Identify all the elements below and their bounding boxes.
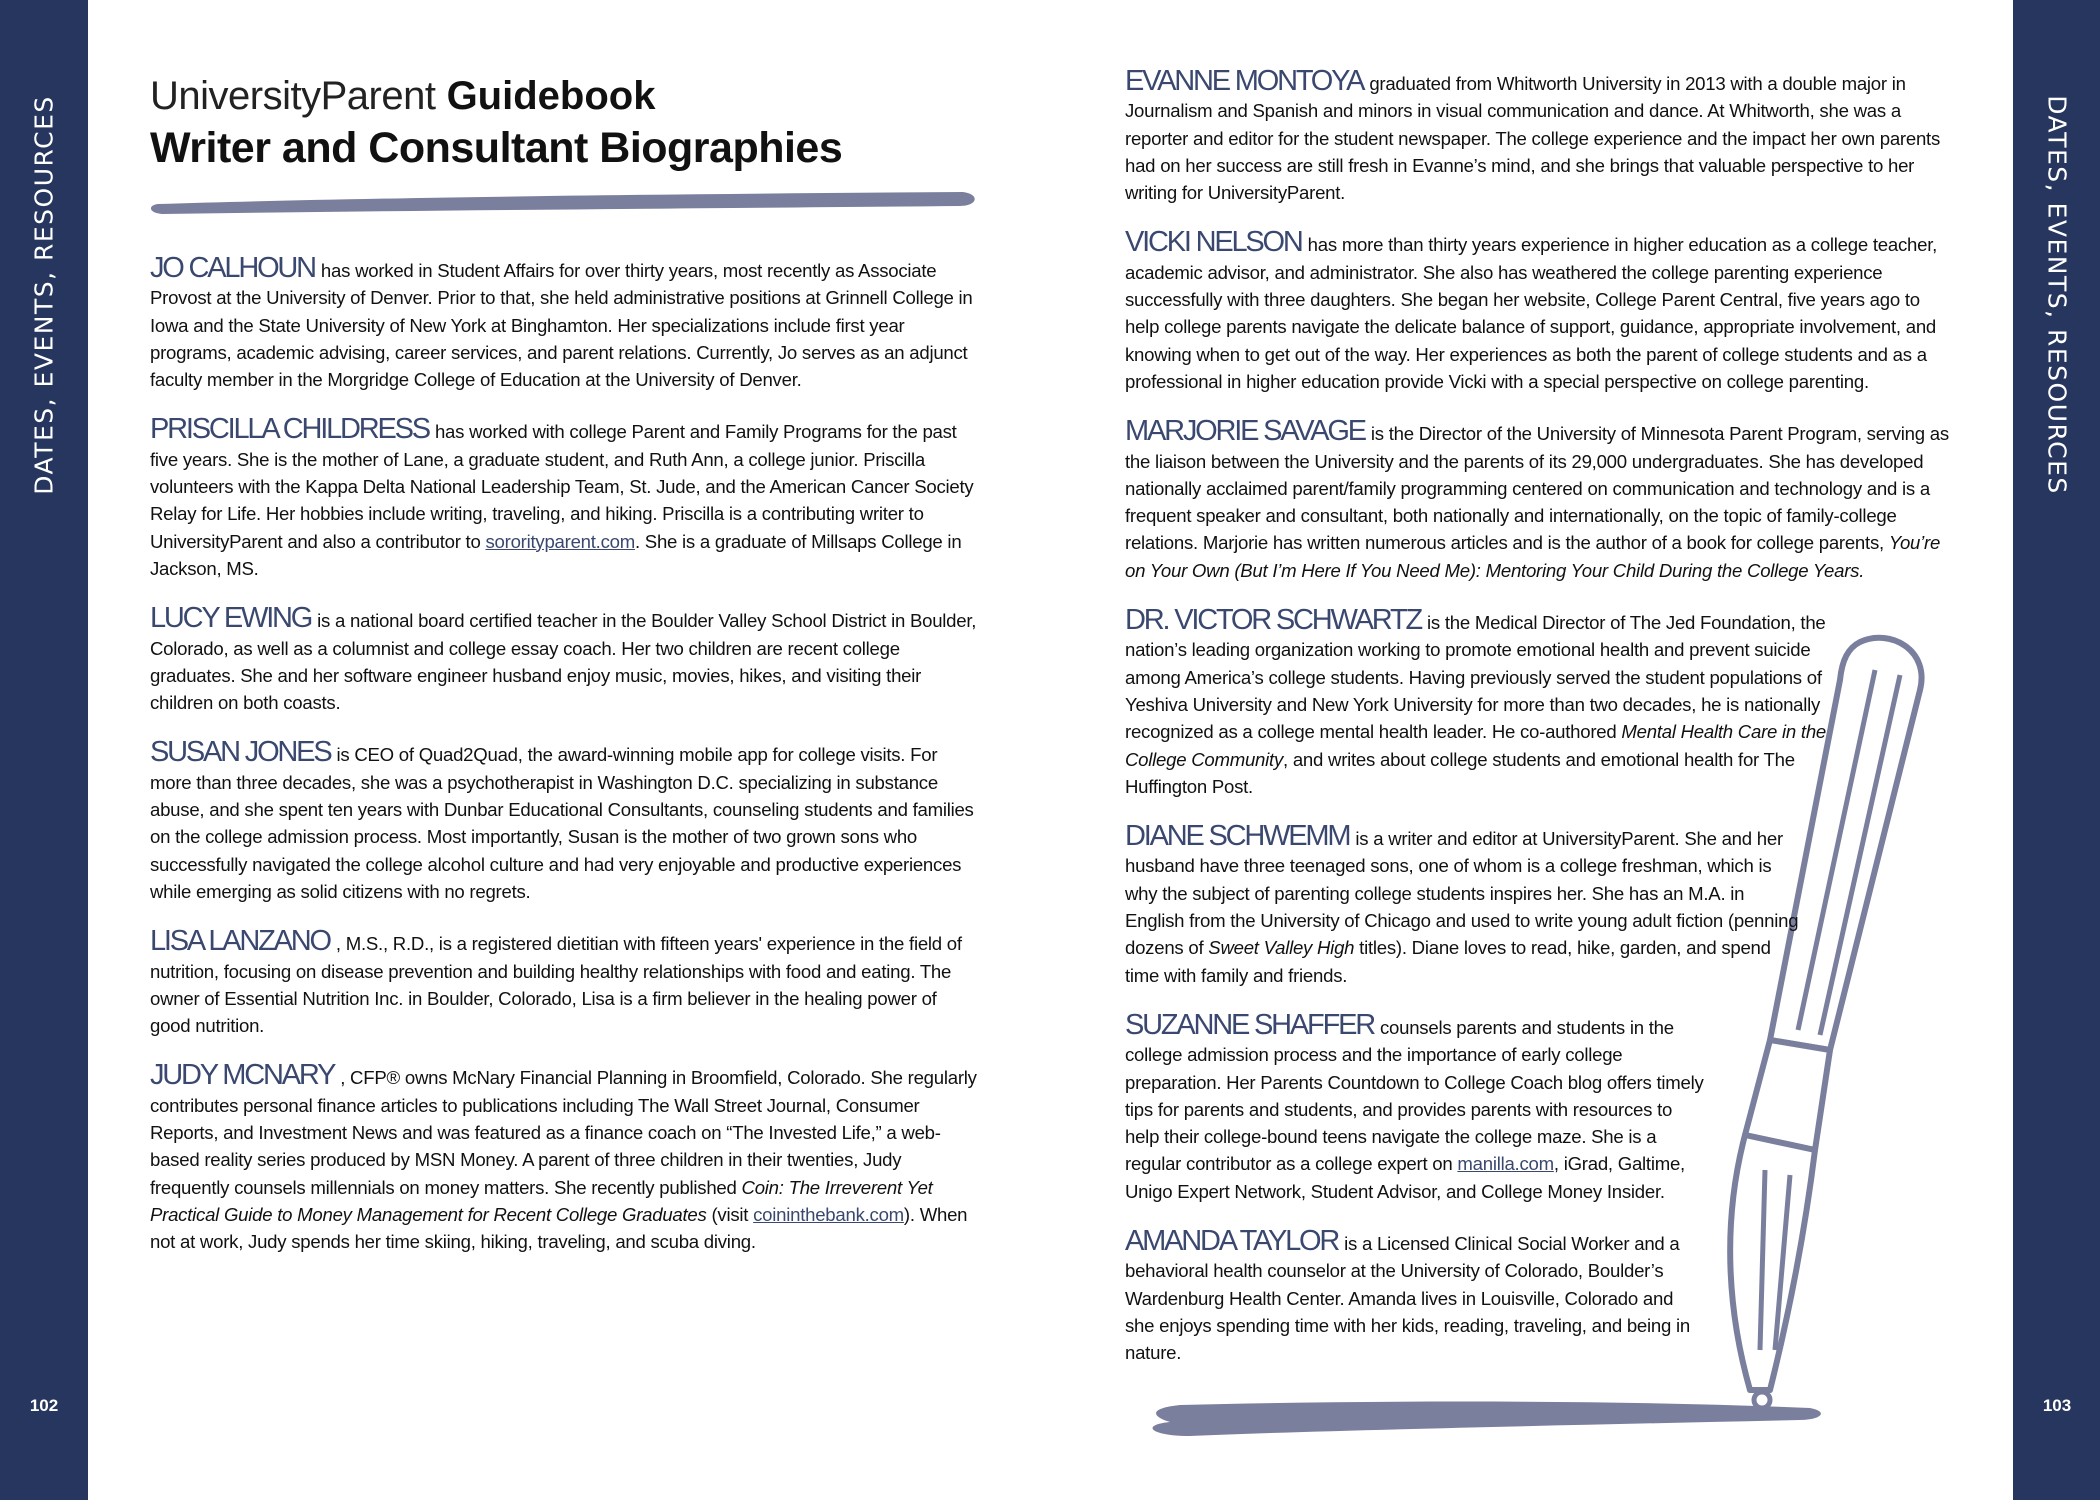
bio-entry bbox=[1125, 604, 1830, 800]
bio-text: ). When not at work, Judy spends her time skiing, hiking, traveling, and scuba diving. bbox=[150, 1203, 968, 1253]
bio-text: . She is a graduate of Millsaps College in Jackson, MS. bbox=[150, 530, 962, 579]
bio-entry bbox=[1125, 415, 1955, 584]
book-title: Sweet Valley High bbox=[1208, 937, 1355, 959]
bio-name: MARJORIE SAVAGE bbox=[1125, 415, 1365, 448]
brand-guidebook: Guidebook bbox=[446, 74, 656, 118]
page-number-left: 102 bbox=[29, 1396, 59, 1415]
bio-name: LUCY EWING bbox=[150, 602, 312, 635]
bio-name: JO CALHOUN bbox=[150, 252, 315, 284]
bio-entry bbox=[150, 925, 980, 1039]
bio-text: is the Director of the University of Minnesota Parent Program, serving as the liaison between the University and the parents of its 29,000 undergraduates. She has developed nationally acclaimed parent/family programming centered on communication and technology and is a frequent speaker and consultant, both nationally and internationally, on the topic of family-college relations. Marjorie has written numerous articles and is the author of a book for college parents, bbox=[1125, 423, 1949, 554]
bio-entry bbox=[1125, 226, 1955, 395]
bio-entry bbox=[1125, 1224, 1695, 1366]
bio-text: , CFP® owns McNary Financial Planning in Broomfield, Colorado. She regularly contributes personal finance articles to publications including The Wall Street Journal, Consumer Reports, and Investment News and was featured as a finance coach on “The Invested Life,” a web-based reality series produced by MSN Money. A parent of three children in their twenties, Judy frequently counsels millennials on money matters. She recently published bbox=[150, 1067, 977, 1198]
left-column bbox=[150, 252, 980, 1279]
bio-name: VICKI NELSON bbox=[1125, 226, 1302, 259]
bio-text: is CEO of Quad2Quad, the award-winning mobile app for college visits. For more than three decades, she was a psychotherapist in Washington D.C. specializing in substance abuse, and she spent ten years with Dunbar Educational Consultants, counseling students and families on the college admission process. Most importantly, Susan is the mother of two grown sons who successfully navigated the college alcohol culture and had very enjoyable and productive experiences while emerging as solid citizens with no regrets. bbox=[150, 744, 974, 902]
book-title: You’re on Your Own (But I’m Here If You Need Me): Mentoring Your Child During the College Years. bbox=[1125, 532, 1941, 581]
bio-entry bbox=[1125, 1008, 1710, 1205]
bio-text: counsels parents and students in the college admission process and the importance of early college preparation. Her Parents Countdown to College Coach blog offers timely tips for parents and students, and provides parents with resources to help their college-bound teens navigate the college maze. She is a regular contributor as a college expert on bbox=[1125, 1016, 1704, 1175]
bio-name: DIANE SCHWEMM bbox=[1125, 820, 1350, 853]
right-sidebar bbox=[2013, 0, 2100, 1500]
right-column bbox=[1125, 65, 1955, 1389]
book-title: Mental Health Care in the College Community bbox=[1125, 721, 1826, 770]
bio-text: is a national board certified teacher in the Boulder Valley School District in Boulder, Colorado, as well as a columnist and college essay coach. Her two children are recent college graduates. She and her software engineer husband enjoy music, movies, hikes, and visiting their children on both coasts. bbox=[150, 610, 977, 714]
left-sidebar bbox=[0, 0, 88, 1500]
bio-text: (visit bbox=[706, 1203, 754, 1225]
bio-name: SUSAN JONES bbox=[150, 736, 331, 769]
bio-text: , iGrad, Galtime, Unigo Expert Network, Student Advisor, and College Money Insider. bbox=[1125, 1153, 1685, 1202]
bio-text: titles). Diane loves to read, hike, garden, and spend time with family and friends. bbox=[1125, 937, 1771, 986]
bio-name: SUZANNE SHAFFER bbox=[1125, 1008, 1374, 1041]
bio-entry bbox=[150, 736, 980, 905]
bio-entry bbox=[150, 413, 980, 582]
bio-entry bbox=[150, 1059, 980, 1255]
page-number-right: 103 bbox=[2042, 1396, 2072, 1415]
bio-text: has more than thirty years experience in higher education as a college teacher, academic advisor, and administrator. She also has weathered the college parenting experience successfully with three daughters. She began her website, College Parent Central, five years ago to help college parents navigate the delicate balance of support, guidance, appropriate involvement, and knowing when to get out of the way. Her experiences as both the parent of college students and as a professional in higher education provide Vicki with a special perspective on college parenting. bbox=[1125, 234, 1938, 392]
bio-name: DR. VICTOR SCHWARTZ bbox=[1125, 604, 1422, 637]
bio-text: has worked with college Parent and Family Programs for the past five years. She is the mother of Lane, a graduate student, and Ruth Ann, a college junior. Priscilla volunteers with the Kappa Delta National Leadership Team, St. Jude, and the American Cancer Society Relay for Life. Her hobbies include writing, traveling, and hiking. Priscilla is a contributing writer to UniversityParent and also a contributor to bbox=[150, 421, 974, 552]
bio-name: JUDY MCNARY bbox=[150, 1059, 335, 1092]
page-heading: Writer and Consultant Biographies bbox=[150, 124, 843, 172]
bio-entry bbox=[1125, 65, 1955, 206]
bio-text: is the Medical Director of The Jed Foundation, the nation’s leading organization working to promote emotional health and prevent suicide among America’s college students. Having previously served the student populations of Yeshiva University and New York University for more than two decades, he is nationally recognized as a college mental health leader. He co-authored bbox=[1125, 612, 1826, 743]
bio-name: LISA LANZANO bbox=[150, 925, 330, 958]
bio-text: , and writes about college students and emotional health for The Huffington Post. bbox=[1125, 748, 1795, 797]
bio-text: is a writer and editor at UniversityParent. She and her husband have three teenaged sons, one of whom is a college freshman, which is why the subject of parenting college students inspires her. She has an M.A. in English from the University of Chicago and used to write young adult fiction (penning dozens of bbox=[1125, 828, 1799, 959]
website-link[interactable]: coininthebank.com bbox=[753, 1203, 904, 1225]
bio-entry bbox=[1125, 820, 1805, 989]
website-link[interactable]: sororityparent.com bbox=[485, 530, 635, 552]
bio-name: PRISCILLA CHILDRESS bbox=[150, 413, 429, 446]
website-link[interactable]: manilla.com bbox=[1457, 1153, 1554, 1175]
bio-text: , M.S., R.D., is a registered dietitian with fifteen years' experience in the field of nutrition, focusing on disease prevention and building healthy relationships with food and eating. The owner of Essential Nutrition Inc. in Boulder, Colorado, Lisa is a firm believer in the healing power of good nutrition. bbox=[150, 933, 962, 1037]
brand-name: UniversityParent bbox=[150, 74, 436, 118]
book-title: Coin: The Irreverent Yet Practical Guide to Money Management for Recent College Graduates bbox=[150, 1176, 933, 1225]
bio-text: graduated from Whitworth University in 2013 with a double major in Journalism and Spanish and minors in visual communication and dance. At Whitworth, she was a reporter and editor for the student newspaper. The college experience and the impact her own parents had on her success are still fresh in Evanne’s mind, and she brings that valuable perspective to her writing for UniversityParent. bbox=[1125, 73, 1940, 204]
sidebar-section-label: DATES, EVENTS, RESOURCES bbox=[2042, 95, 2072, 495]
sidebar-section-label: DATES, EVENTS, RESOURCES bbox=[29, 95, 59, 495]
bio-name: EVANNE MONTOYA bbox=[1125, 65, 1364, 97]
bio-text: is a Licensed Clinical Social Worker and a behavioral health counselor at the University of Colorado, Boulder’s Wardenburg Health Center. Amanda lives in Louisville, Colorado and she enjoys spending time with her kids, reading, traveling, and being in nature. bbox=[1125, 1232, 1690, 1364]
bio-entry bbox=[150, 252, 980, 393]
bio-entry bbox=[150, 602, 980, 716]
title-underline-swoosh bbox=[148, 186, 978, 218]
bio-name: AMANDA TAYLOR bbox=[1125, 1224, 1339, 1257]
bio-text: has worked in Student Affairs for over thirty years, most recently as Associate Provost at the University of Denver. Prior to that, she held administrative positions at Grinnell College in Iowa and the State University of New York at Binghamton. Her specializations include first year programs, academic advising, career services, and parent relations. Currently, Jo serves as an adjunct faculty member in the Morgridge College of Education at the University of Denver. bbox=[150, 260, 973, 391]
page-title bbox=[150, 70, 842, 174]
